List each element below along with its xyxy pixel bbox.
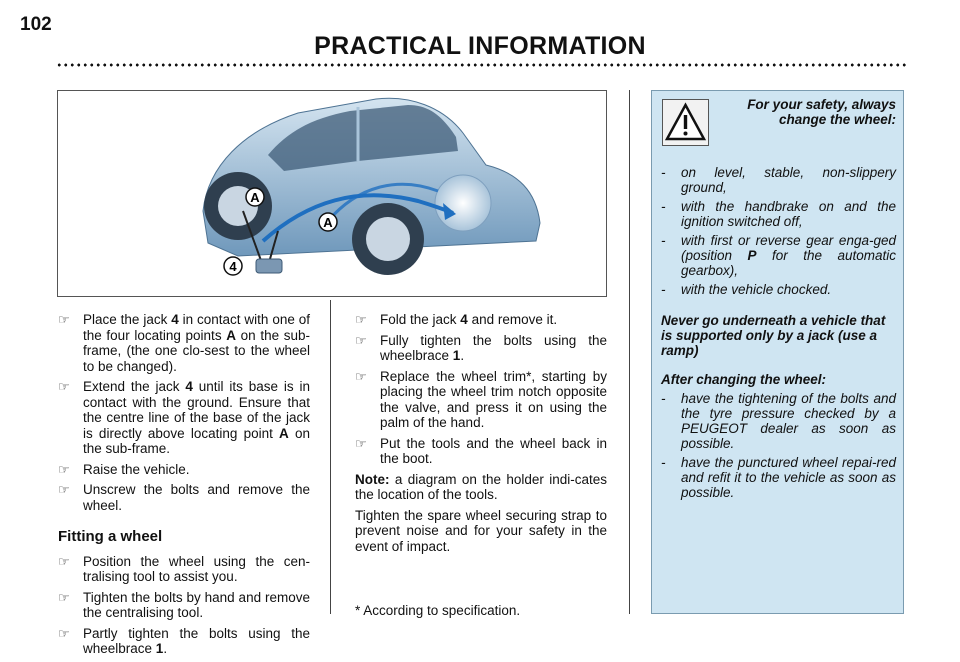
section-heading: Fitting a wheel <box>58 528 163 545</box>
list-item: ☞ Unscrew the bolts and remove the wheel. <box>58 482 310 513</box>
warning-triangle-icon <box>662 99 709 146</box>
list-item: - have the punctured wheel repai-red and refit it to the vehicle as soon as possible. <box>661 455 896 500</box>
page-number: 102 <box>20 14 52 35</box>
hand-pointing-icon: ☞ <box>355 435 367 451</box>
list-item: - have the tightening of the bolts and the tyre pressure checked by a PEUGEOT dealer as soon as possible. <box>661 391 896 451</box>
safety-sidebar <box>651 90 904 614</box>
hand-pointing-icon: ☞ <box>58 625 70 641</box>
list-item: ☞ Tighten the bolts by hand and remove the centralising tool. <box>58 589 310 620</box>
left-column <box>58 312 310 662</box>
list-item: ☞ Fold the jack 4 and remove it. <box>355 312 558 327</box>
list-item: ☞ Fully tighten the bolts using the wheelbrace 1. <box>355 332 607 363</box>
list-item: ☞ Position the wheel using the cen-tralising tool to assist you. <box>58 553 310 584</box>
hand-pointing-icon: ☞ <box>58 553 70 569</box>
car-jack-illustration <box>57 90 607 297</box>
list-item: ☞ Partly tighten the bolts using the wheelbrace 1. <box>58 625 310 656</box>
footnote: * According to specification. <box>355 603 521 618</box>
hand-pointing-icon: ☞ <box>58 461 70 477</box>
list-item: - with first or reverse gear enga-ged (position P for the automatic gearbox), <box>661 233 897 278</box>
list-item: - with the vehicle chocked. <box>661 282 832 297</box>
jack-tool <box>256 259 282 273</box>
car-illustration-svg <box>58 91 606 296</box>
safety-heading: For your safety, always change the wheel: <box>747 97 896 127</box>
safety-body <box>661 165 896 504</box>
title-dotted-rule <box>56 63 906 67</box>
hand-pointing-icon: ☞ <box>355 312 367 327</box>
never-warning: Never go underneath a vehicle that is supported only by a jack (use a ramp) <box>661 313 886 358</box>
middle-column <box>355 312 607 559</box>
list-item: ☞ Extend the jack 4 until its base is in contact with the ground. Ensure that the centre line of the base of the jack is directly above locating point A on the sub-frame. <box>58 379 310 456</box>
hand-pointing-icon: ☞ <box>58 312 70 327</box>
hand-pointing-icon: ☞ <box>58 379 70 394</box>
body-paragraph: Tighten the spare wheel securing strap to prevent noise and for your safety in the event of impact. <box>355 507 607 554</box>
highlight-wheel <box>435 175 491 231</box>
list-item: ☞ Place the jack 4 in contact with one of the four locating points A on the sub-frame, (the one clo-sest to the wheel to be changed). <box>58 312 311 374</box>
after-heading: After changing the wheel: <box>661 372 827 387</box>
page-title: PRACTICAL INFORMATION <box>314 32 646 60</box>
list-item: ☞ Raise the vehicle. <box>58 461 190 477</box>
jack-label-4: 4 <box>229 259 237 274</box>
hand-pointing-icon: ☞ <box>58 589 70 605</box>
list-item: ☞ Put the tools and the wheel back in the boot. <box>355 435 607 466</box>
column-divider <box>629 90 630 614</box>
note-paragraph: Note: a diagram on the holder indi-cates the location of the tools. <box>355 471 607 502</box>
list-item: ☞ Replace the wheel trim*, starting by placing the wheel trim notch opposite the valve, and press it on using the palm of the hand. <box>355 368 607 430</box>
list-item: - with the handbrake on and the ignition switched off, <box>661 199 896 229</box>
hand-pointing-icon: ☞ <box>355 368 367 384</box>
hand-pointing-icon: ☞ <box>58 482 70 497</box>
hand-pointing-icon: ☞ <box>355 332 367 348</box>
list-item: - on level, stable, non-slippery ground, <box>661 165 896 195</box>
column-divider <box>330 300 331 614</box>
locating-point-label-a2: A <box>323 215 333 230</box>
locating-point-label-a1: A <box>250 190 260 205</box>
